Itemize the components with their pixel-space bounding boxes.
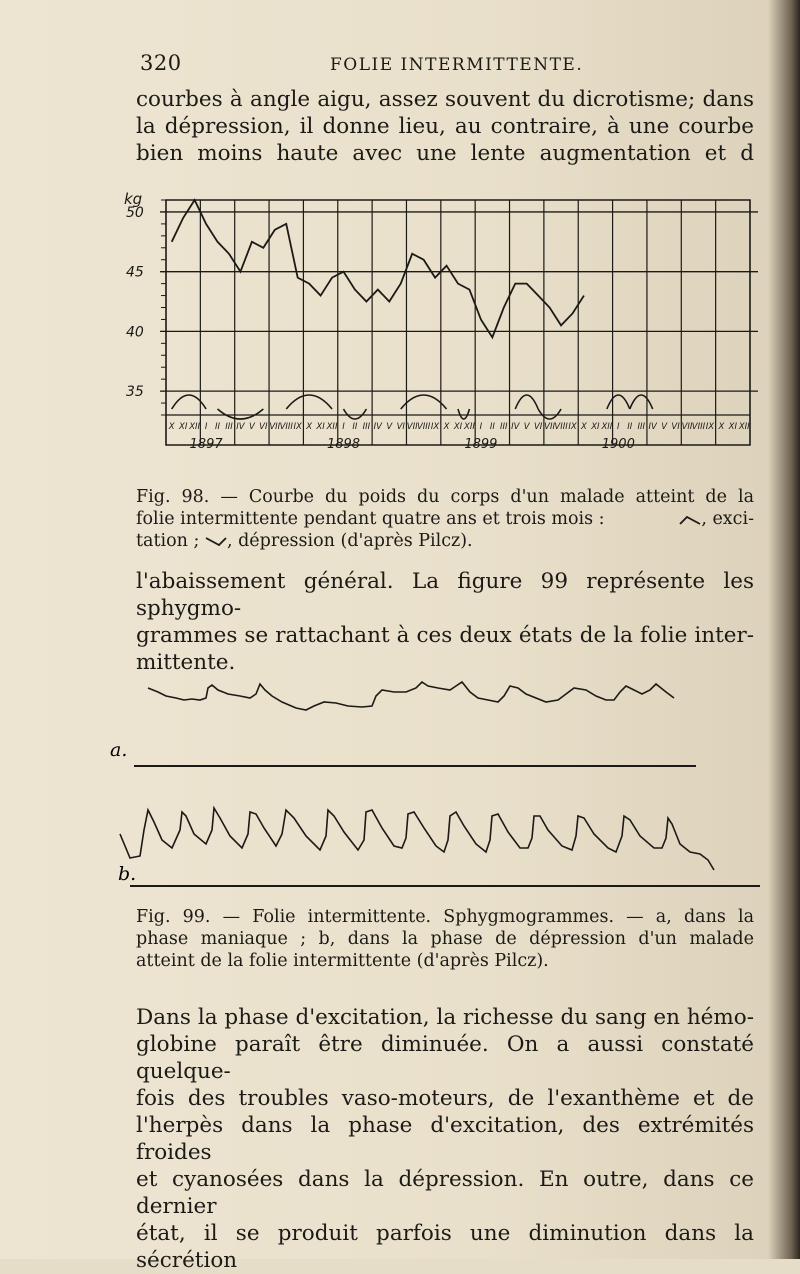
- mood-excitation: [401, 395, 447, 409]
- month-label: IV: [648, 422, 657, 432]
- month-label: V: [661, 422, 668, 432]
- paragraph-bottom: [136, 1004, 754, 1274]
- caption-line: Fig. 98. — Courbe du poids du corps d'un malade atteint de la: [136, 487, 754, 507]
- y-axis: [124, 190, 166, 415]
- figure-99-caption: [136, 906, 754, 972]
- text-line: l'abaissement général. La figure 99 représente les sphygmo-: [136, 569, 754, 621]
- month-label: V: [386, 422, 393, 432]
- text-line: mittente.: [136, 650, 236, 675]
- weight-chart: [118, 190, 763, 480]
- caption-inline: [679, 508, 754, 530]
- caption-line: Fig. 99. — Folie intermittente. Sphygmogrammes. — a, dans la: [136, 907, 754, 927]
- year-label: 1899: [464, 437, 498, 452]
- month-label: IV: [236, 422, 245, 432]
- chart-grid: [160, 200, 758, 445]
- month-label: III: [500, 422, 508, 432]
- caption-line: [136, 508, 754, 530]
- month-label: VII: [406, 422, 418, 432]
- mood-dépression: [218, 409, 264, 419]
- caption-line: phase maniaque ; b, dans la phase de dépression d'un malade: [136, 929, 754, 949]
- trace-b-label: b.: [118, 863, 137, 885]
- month-label: VIII: [691, 422, 706, 432]
- mood-excitation: [515, 395, 538, 409]
- month-label: XII: [601, 422, 613, 432]
- month-label: IV: [511, 422, 520, 432]
- month-label: IX: [293, 422, 302, 432]
- month-label: X: [581, 422, 587, 432]
- trace-a: [148, 682, 674, 710]
- y-tick-label: 40: [126, 324, 144, 341]
- caption-text: , dépression (d'après Pilcz).: [226, 531, 473, 551]
- month-label: VI: [396, 422, 405, 432]
- month-label: VIII: [416, 422, 431, 432]
- month-label: II: [627, 422, 633, 432]
- mood-excitation: [630, 395, 653, 409]
- caption-text: folie intermittente pendant quatre ans et trois mois :: [136, 509, 605, 529]
- month-label: VIII: [554, 422, 568, 432]
- text-line: état, il se produit parfois une diminution dans la sécrétion: [136, 1221, 754, 1273]
- month-label: X: [306, 422, 313, 432]
- month-label: II: [352, 422, 358, 432]
- text-line: courbes à angle aigu, assez souvent du dicrotisme; dans: [136, 87, 754, 112]
- text-line: l'herpès dans la phase d'excitation, des extrémités froides: [136, 1113, 754, 1165]
- paragraph-top: [136, 86, 754, 167]
- month-label: XII: [326, 422, 338, 432]
- month-label: XI: [591, 422, 600, 432]
- text-line: globine paraît être diminuée. On a aussi constaté quelque-: [136, 1032, 754, 1084]
- month-label: I: [342, 422, 345, 432]
- month-label: XII: [189, 422, 201, 432]
- figure-98-caption: [136, 486, 754, 552]
- running-title: FOLIE INTERMITTENTE.: [330, 55, 584, 75]
- month-label: XI: [453, 422, 463, 432]
- month-label: IX: [568, 422, 577, 432]
- month-label: XII: [464, 422, 475, 432]
- month-label: X: [443, 422, 450, 432]
- mood-dépression: [458, 409, 469, 419]
- y-tick-label: 35: [126, 384, 144, 401]
- month-label: VII: [269, 422, 281, 432]
- caption-line: atteint de la folie intermittente (d'après Pilcz).: [136, 951, 549, 971]
- month-label: III: [362, 422, 371, 432]
- caption-text: , exci-: [701, 509, 754, 529]
- text-line: Dans la phase d'excitation, la richesse du sang en hémo-: [136, 1005, 754, 1030]
- caption-text: tation ;: [136, 531, 200, 551]
- y-axis-title: kg: [124, 190, 143, 208]
- month-label: XI: [179, 422, 188, 432]
- mood-excitation: [286, 395, 332, 409]
- text-line: bien moins haute avec une lente augmentation et d: [136, 141, 754, 166]
- month-label: X: [718, 422, 725, 432]
- year-label: 1898: [326, 437, 361, 452]
- month-label: VII: [544, 422, 556, 432]
- trace-a-label: a.: [110, 739, 128, 761]
- month-label: VIII: [279, 422, 293, 432]
- month-label: IX: [430, 422, 440, 432]
- y-tick-label: 45: [126, 264, 144, 281]
- month-label: III: [225, 422, 233, 432]
- month-label: I: [479, 422, 483, 432]
- text-line: fois des troubles vaso-moteurs, de l'exanthème et de: [136, 1086, 754, 1111]
- page-number: 320: [140, 51, 182, 75]
- month-labels: [168, 422, 750, 432]
- month-label: V: [248, 422, 255, 432]
- text-line: grammes se rattachant à ces deux états de la folie inter-: [136, 623, 754, 648]
- month-label: VI: [259, 422, 268, 432]
- y-tick-label: 50: [126, 204, 144, 221]
- month-label: IV: [373, 422, 383, 432]
- month-label: IX: [705, 422, 715, 432]
- month-label: XII: [738, 422, 750, 432]
- month-label: X: [168, 422, 175, 432]
- mood-dépression: [343, 409, 366, 419]
- sphygmogram-figure: [100, 670, 770, 900]
- month-label: XI: [728, 422, 737, 432]
- chart-frame: [166, 200, 750, 445]
- month-label: I: [617, 422, 620, 432]
- trace-b: [120, 808, 714, 870]
- weight-line: [172, 200, 584, 337]
- weight-series: [172, 200, 584, 337]
- month-label: II: [215, 422, 221, 432]
- mood-excitation: [607, 395, 630, 409]
- month-label: II: [489, 422, 495, 432]
- month-label: VI: [533, 422, 543, 432]
- text-line: la dépression, il donne lieu, au contraire, à une courbe: [136, 114, 754, 139]
- text-line: et cyanosées dans la dépression. En outre, dans ce dernier: [136, 1167, 754, 1219]
- depression-symbol-icon: [205, 536, 227, 548]
- year-label: 1900: [601, 437, 635, 452]
- year-label: 1897: [189, 437, 223, 452]
- caption-line: [136, 530, 754, 552]
- month-label: VI: [671, 422, 680, 432]
- month-label: I: [204, 422, 208, 432]
- month-label: III: [637, 422, 645, 432]
- month-label: XI: [316, 422, 325, 432]
- paragraph-middle: [136, 568, 754, 676]
- month-label: VII: [681, 422, 693, 432]
- month-label: V: [523, 422, 530, 432]
- mood-dépression: [538, 409, 561, 419]
- excitation-symbol-icon: [679, 514, 701, 526]
